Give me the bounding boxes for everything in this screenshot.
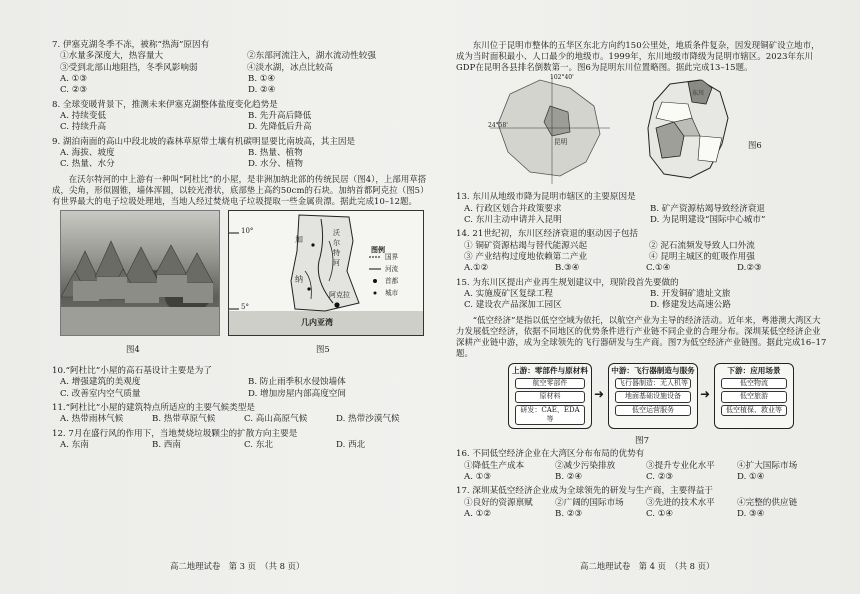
downstream-title: 下游：应用场景 — [727, 366, 781, 376]
arrow-right-icon: ➜ — [594, 387, 605, 402]
answer-option: A. ①② — [464, 509, 492, 520]
statement-item: ④淡水湖，冰点比较高 — [247, 62, 333, 73]
answer-option: C. ①④ — [646, 509, 674, 520]
arrow-right-icon: ➜ — [700, 387, 711, 402]
answer-option: D. 热带沙漠气候 — [336, 414, 400, 425]
answer-option: A. 东南 — [60, 440, 89, 451]
answer-option: D. 西北 — [336, 440, 366, 451]
page-3-column — [52, 40, 428, 454]
figure-row-4-5 — [52, 210, 428, 362]
statement-item: ②广阔的国际市场 — [555, 497, 624, 508]
latitude-label: 10° — [241, 227, 254, 236]
answer-option: C. 改善室内空气质量 — [60, 388, 141, 399]
legend-item: 城市 — [385, 289, 399, 298]
page-footer-left: 高二地理试卷 第 3 页 （共 8 页） — [170, 561, 305, 571]
capital-label: 阿克拉 — [329, 291, 350, 300]
ghana-map — [228, 210, 424, 336]
upstream-title: 上游：零部件与原材料 — [512, 366, 588, 376]
answer-option: B. 开发铜矿遗址文旅 — [650, 289, 731, 300]
yunnan-map — [490, 76, 610, 184]
question-stem: 10.“阿杜比”小屋的高石基设计主要是为了 — [52, 366, 212, 377]
answer-option: B. ②④ — [555, 472, 583, 483]
statement-item: ①良好的资源禀赋 — [464, 497, 533, 508]
question-10 — [52, 366, 428, 400]
country-label: 加 — [295, 235, 303, 245]
statement-item: ③先进的技术水平 — [646, 497, 715, 508]
sea-label: 几内亚湾 — [301, 317, 333, 328]
page-4-column — [456, 40, 828, 524]
answer-option: C. 建设农产品深加工园区 — [464, 300, 562, 311]
downstream-box — [714, 363, 794, 429]
statement-item: ②减少污染排放 — [555, 460, 616, 471]
answer-option: B. 防止雨季积水侵蚀墙体 — [248, 377, 346, 388]
figure-6-row — [456, 76, 828, 192]
midstream-box — [608, 363, 698, 429]
country-label: 纳 — [295, 275, 303, 285]
legend-title: 图例 — [371, 245, 385, 255]
answer-option: A. 实施废矿区复绿工程 — [464, 289, 554, 300]
question-9 — [52, 137, 428, 171]
chain-item: 低空旅游 — [721, 391, 787, 402]
question-stem: 12. 7月在盛行风的作用下，当地焚烧垃圾颗尘的扩散方向主要是 — [52, 428, 298, 439]
upstream-box — [508, 363, 592, 429]
answer-option: D. 水分、植物 — [248, 159, 304, 170]
statement-item: ① 铜矿资源枯竭与替代能源兴起 — [464, 240, 588, 251]
latitude-label: 5° — [241, 303, 249, 312]
figure-7-caption: 图7 — [634, 436, 650, 447]
answer-option: A. 增强建筑的美观度 — [60, 377, 141, 388]
answer-option: D. 增加房屋内部高度空间 — [248, 388, 346, 399]
statement-item: ④扩大国际市场 — [737, 460, 798, 471]
answer-option: D. 先降低后升高 — [248, 122, 312, 133]
question-11 — [52, 403, 428, 426]
answer-option: C. 高山高原气候 — [244, 414, 308, 425]
question-stem: 16. 不同低空经济企业在大湾区分布布局的优势有 — [456, 449, 645, 460]
question-15 — [456, 278, 828, 312]
question-14 — [456, 229, 828, 274]
river-label-char: 河 — [333, 259, 340, 268]
question-13 — [456, 192, 828, 226]
answer-option: B.③④ — [555, 263, 580, 274]
statement-item: ② 泥石流频发导致人口外流 — [649, 240, 755, 251]
reading-passage: 在沃尔特河的中上游有一种叫“阿杜比”的小屋，是非洲加纳北部的传统民居（图4），上部用草搭成，尖角，形似圆锥，墙体浑圆，以较光滑状，底部垫上高约50cm的石块。加纳首都阿克拉（图5）有世界最大的电子垃圾处理地，当地人经过焚烧电子垃圾提取一些金属贵漂。据此完成10–12题。 — [52, 173, 427, 206]
statement-item: ③受到北部山地阻挡，冬季风影响弱 — [60, 62, 198, 73]
question-stem: 13. 东川从地级市降为昆明市辖区的主要原因是 — [456, 192, 636, 203]
answer-option: B. 矿产资源枯竭导致经济衰退 — [650, 203, 765, 214]
answer-option: B. 先升高后降低 — [248, 111, 312, 122]
latitude-label: 24°58' — [488, 122, 508, 130]
answer-option: B. 热量、植物 — [248, 148, 303, 159]
chain-item: 研发：CAE、EDA等 — [515, 405, 585, 425]
answer-option: B. 热带草原气候 — [152, 414, 216, 425]
question-stem: 9. 湖泊南面的高山中段北坡的森林草原带土壤有机碳明显要比南坡高，其主因是 — [52, 136, 356, 147]
reading-passage: “低空经济”是指以低空空域为依托，以航空产业为主导的经济活动。近年来，粤港澳大湾区大力发展低空经济，依据不同地区的优势条件进行产业链不同企业的合理分布。深圳某低空经济企业深耕产业链中游，成为全球领先的飞行器研发与生产商。图7为低空经济产业链图。据此完成16–17题。 — [456, 314, 827, 358]
answer-option: B. 西南 — [152, 440, 181, 451]
answer-option: C. 东北 — [244, 440, 273, 451]
river-label-char: 特 — [333, 249, 340, 258]
chain-item: 低空物流 — [721, 378, 787, 389]
question-7 — [52, 40, 428, 97]
legend-item: 河流 — [385, 265, 399, 274]
midstream-title: 中游：飞行器制造与服务 — [611, 366, 695, 376]
answer-option: A. ①③ — [60, 74, 88, 85]
chain-item: 航空零部件 — [515, 378, 585, 389]
statement-item: ③提升专业化水平 — [646, 460, 715, 471]
question-stem: 17. 深圳某低空经济企业成为全球领先的研发与生产商，主要得益于 — [456, 486, 714, 497]
answer-option: A. 海拔、坡度 — [60, 148, 115, 159]
answer-option: A. ①③ — [464, 472, 492, 483]
answer-option: C. 热量、水分 — [60, 159, 115, 170]
statement-item: ①水量多深度大，热容量大 — [60, 51, 164, 62]
statement-item: ③ 产业结构过度地依赖第二产业 — [464, 252, 588, 262]
answer-option: D.②③ — [737, 263, 762, 274]
page-footer-right: 高二地理试卷 第 4 页 （共 8 页） — [580, 561, 715, 571]
answer-option: C. 东川主动申请并入昆明 — [464, 214, 562, 225]
adobe-huts-photo — [60, 210, 220, 336]
district-label: 东川 — [692, 90, 705, 98]
figure-4-caption: 图4 — [126, 344, 140, 355]
question-stem: 11.“阿杜比”小屋的建筑特点所适应的主要气候类型是 — [52, 403, 255, 414]
question-12 — [52, 429, 428, 452]
answer-option: C.①④ — [646, 263, 671, 274]
statement-item: ④完整的供应链 — [737, 497, 798, 508]
answer-option: A. 行政区划合并政策要求 — [464, 203, 562, 214]
city-label: 昆明 — [554, 138, 568, 147]
question-stem: 14. 21世纪初，东川区经济衰退的驱动因子包括 — [456, 229, 639, 240]
answer-option: D. ②④ — [248, 85, 276, 96]
legend-item: 首都 — [385, 277, 399, 286]
answer-option: A. 持续变低 — [60, 111, 107, 122]
answer-option: D. ①④ — [737, 472, 765, 483]
chain-item: 低空运营服务 — [615, 405, 691, 416]
answer-option: A. 热带雨林气候 — [60, 414, 124, 425]
question-16 — [456, 449, 828, 483]
reading-passage: 东川位于昆明市整体的五华区东北方向约150公里处，地质条件复杂，因发现铜矿设立地市，成为当时面积最小、人口最少的地级市。1999年，东川地级市降级为昆明市辖区。2023年东川GDP在昆明各县排名倒数第一。图6为昆明东川位置略图。据此完成13–15题。 — [456, 40, 820, 73]
question-stem: 15. 为东川区提出产业再生规划建议中，现阶段首先要做的 — [456, 277, 679, 288]
question-stem: 8. 全球变暖背景下，推测未来伊塞克湖整体盐度变化趋势是 — [52, 99, 278, 110]
answer-option: D. ③④ — [737, 509, 765, 520]
figure-6-caption: 图6 — [748, 140, 762, 151]
question-8 — [52, 100, 428, 134]
answer-option: B. ②③ — [555, 509, 583, 520]
answer-option: D. 修建发达高速公路 — [650, 300, 731, 311]
statement-item: ①降低生产成本 — [464, 460, 525, 471]
answer-option: B. ①④ — [248, 74, 276, 85]
chain-item: 地面基础设施设备 — [615, 391, 691, 402]
river-label-char: 尔 — [333, 239, 340, 248]
answer-option: C. ②③ — [646, 472, 674, 483]
kunming-dongchuan-map — [640, 78, 732, 182]
longitude-label: 102°40' — [550, 74, 574, 82]
question-17 — [456, 486, 828, 520]
chain-item: 飞行器制造：无人机等 — [615, 378, 691, 389]
statement-item: ④ 昆明主城区的虹吸作用强 — [649, 252, 755, 262]
legend-item: 国界 — [385, 253, 399, 262]
river-label-char: 沃 — [333, 229, 340, 238]
answer-option: C. ②③ — [60, 85, 88, 96]
chain-item: 原材料 — [515, 391, 585, 402]
statement-item: ②东部河流注入，湖水流动性较强 — [247, 51, 376, 62]
answer-option: A.①② — [464, 263, 489, 274]
industry-chain-diagram — [456, 363, 828, 435]
answer-option: D. 为昆明建设“国际中心城市” — [650, 214, 766, 225]
figure-5-caption: 图5 — [316, 344, 330, 355]
chain-item: 低空植保、救业等 — [721, 405, 787, 416]
answer-option: C. 持续升高 — [60, 122, 107, 133]
question-stem: 7. 伊塞克湖冬季不冻，被称“热海”原因有 — [52, 40, 210, 50]
